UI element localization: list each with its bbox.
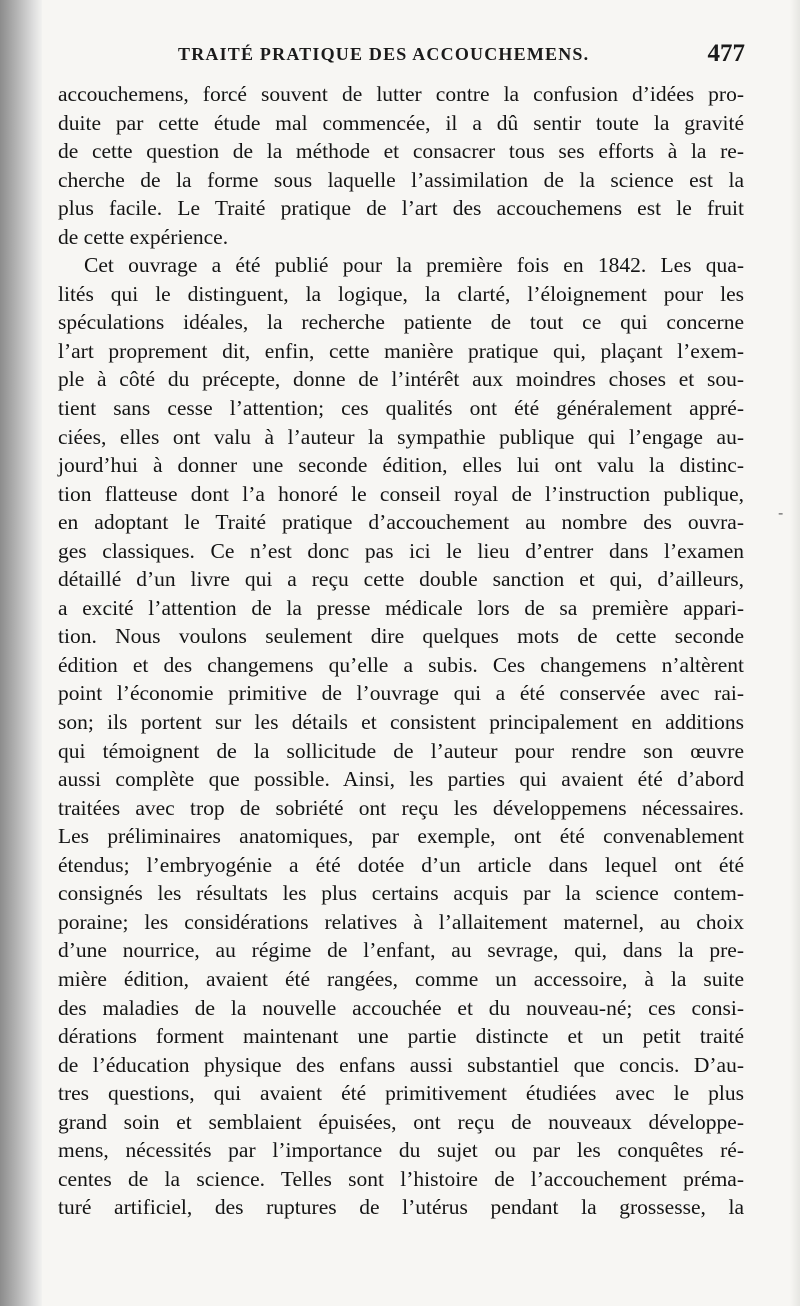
text-line: lités qui le distinguent, la logique, la clarté, l’éloignement pour les [58, 281, 744, 306]
text-line: de cette expérience. [58, 224, 229, 249]
text-line: tion flatteuse dont l’a honoré le conseil royal de l’instruction publique, [58, 481, 744, 506]
text-line: des maladies de la nouvelle accouchée et du nouveau-né; ces consi- [58, 995, 744, 1020]
text-line: mens, nécessités par l’importance du sujet ou par les conquêtes ré- [58, 1138, 744, 1163]
text-line: qui témoignent de la sollicitude de l’auteur pour rendre son œuvre [58, 738, 744, 763]
text-line: son; ils portent sur les détails et consistent principalement en additions [58, 710, 744, 735]
text-line: spéculations idéales, la recherche patiente de tout ce qui concerne [58, 310, 744, 335]
text-line: étendus; l’embryogénie a été dotée d’un article dans lequel ont été [58, 852, 744, 877]
page-header [60, 40, 745, 74]
text-line: accouchemens, forcé souvent de lutter contre la confusion d’idées pro- [58, 82, 744, 106]
text-line: turé artificiel, des ruptures de l’utérus pendant la grossesse, la [58, 1195, 744, 1220]
text-line: a excité l’attention de la presse médicale lors de sa première appari- [58, 595, 744, 620]
text-line: de l’éducation physique des enfans aussi substantiel que concis. D’au- [58, 1052, 744, 1077]
text-line: plus facile. Le Traité pratique de l’art des accouchemens est le fruit [58, 196, 744, 221]
text-line: centes de la science. Telles sont l’histoire de l’accouchement préma- [58, 1166, 744, 1191]
text-line: poraine; les considérations relatives à l’allaitement maternel, au choix [58, 909, 744, 934]
page-edge [790, 0, 800, 1306]
text-line: l’art proprement dit, enfin, cette manière pratique qui, plaçant l’exem- [58, 338, 744, 363]
text-line: Les préliminaires anatomiques, par exemple, ont été convenablement [58, 824, 744, 849]
page-number: 477 [707, 40, 745, 67]
text-line: cherche de la forme sous laquelle l’assimilation de la science est la [58, 167, 744, 192]
text-line: traitées avec trop de sobriété ont reçu les développemens nécessaires. [58, 795, 744, 820]
text-line: Cet ouvrage a été publié pour la première fois en 1842. Les qua- [84, 253, 744, 278]
text-line: détaillé d’un livre qui a reçu cette double sanction et qui, d’ailleurs, [58, 567, 744, 592]
body-text [58, 80, 744, 1222]
running-title: TRAITÉ PRATIQUE DES ACCOUCHEMENS. [178, 44, 590, 64]
text-line: tion. Nous voulons seulement dire quelques mots de cette seconde [58, 624, 744, 649]
text-line: ciées, elles ont valu à l’auteur la sympathie publique qui l’engage au- [58, 424, 744, 449]
text-line: d’une nourrice, au régime de l’enfant, au sevrage, qui, dans la pre- [58, 938, 744, 963]
text-line: dérations forment maintenant une partie distincte et un petit traité [58, 1024, 744, 1049]
binding-shadow [0, 0, 42, 1306]
text-line: tient sans cesse l’attention; ces qualités ont été généralement appré- [58, 396, 744, 421]
text-line: ple à côté du précepte, donne de l’intérêt aux moindres choses et sou- [58, 367, 744, 392]
text-line: ges classiques. Ce n’est donc pas ici le lieu d’entrer dans l’examen [58, 538, 744, 563]
text-line: grand soin et semblaient épuisées, ont reçu de nouveaux développe- [58, 1109, 744, 1134]
text-line: en adoptant le Traité pratique d’accouchement au nombre des ouvra- [58, 510, 744, 535]
text-line: duite par cette étude mal commencée, il a dû sentir toute la gravité [58, 110, 744, 135]
text-line: consignés les résultats les plus certains acquis par la science contem- [58, 881, 744, 906]
text-line: mière édition, avaient été rangées, comme un accessoire, à la suite [58, 966, 744, 991]
text-line: aussi complète que possible. Ainsi, les parties qui avaient été d’abord [58, 767, 744, 792]
margin-mark: - [778, 505, 784, 522]
text-line: tres questions, qui avaient été primitivement étudiées avec le plus [58, 1081, 744, 1106]
text-line: édition et des changemens qu’elle a subis. Ces changemens n’altèrent [58, 652, 744, 677]
text-line: point l’économie primitive de l’ouvrage qui a été conservée avec rai- [58, 681, 744, 706]
text-line: de cette question de la méthode et consacrer tous ses efforts à la re- [58, 139, 744, 164]
text-line: jourd’hui à donner une seconde édition, elles lui ont valu la distinc- [58, 453, 744, 478]
